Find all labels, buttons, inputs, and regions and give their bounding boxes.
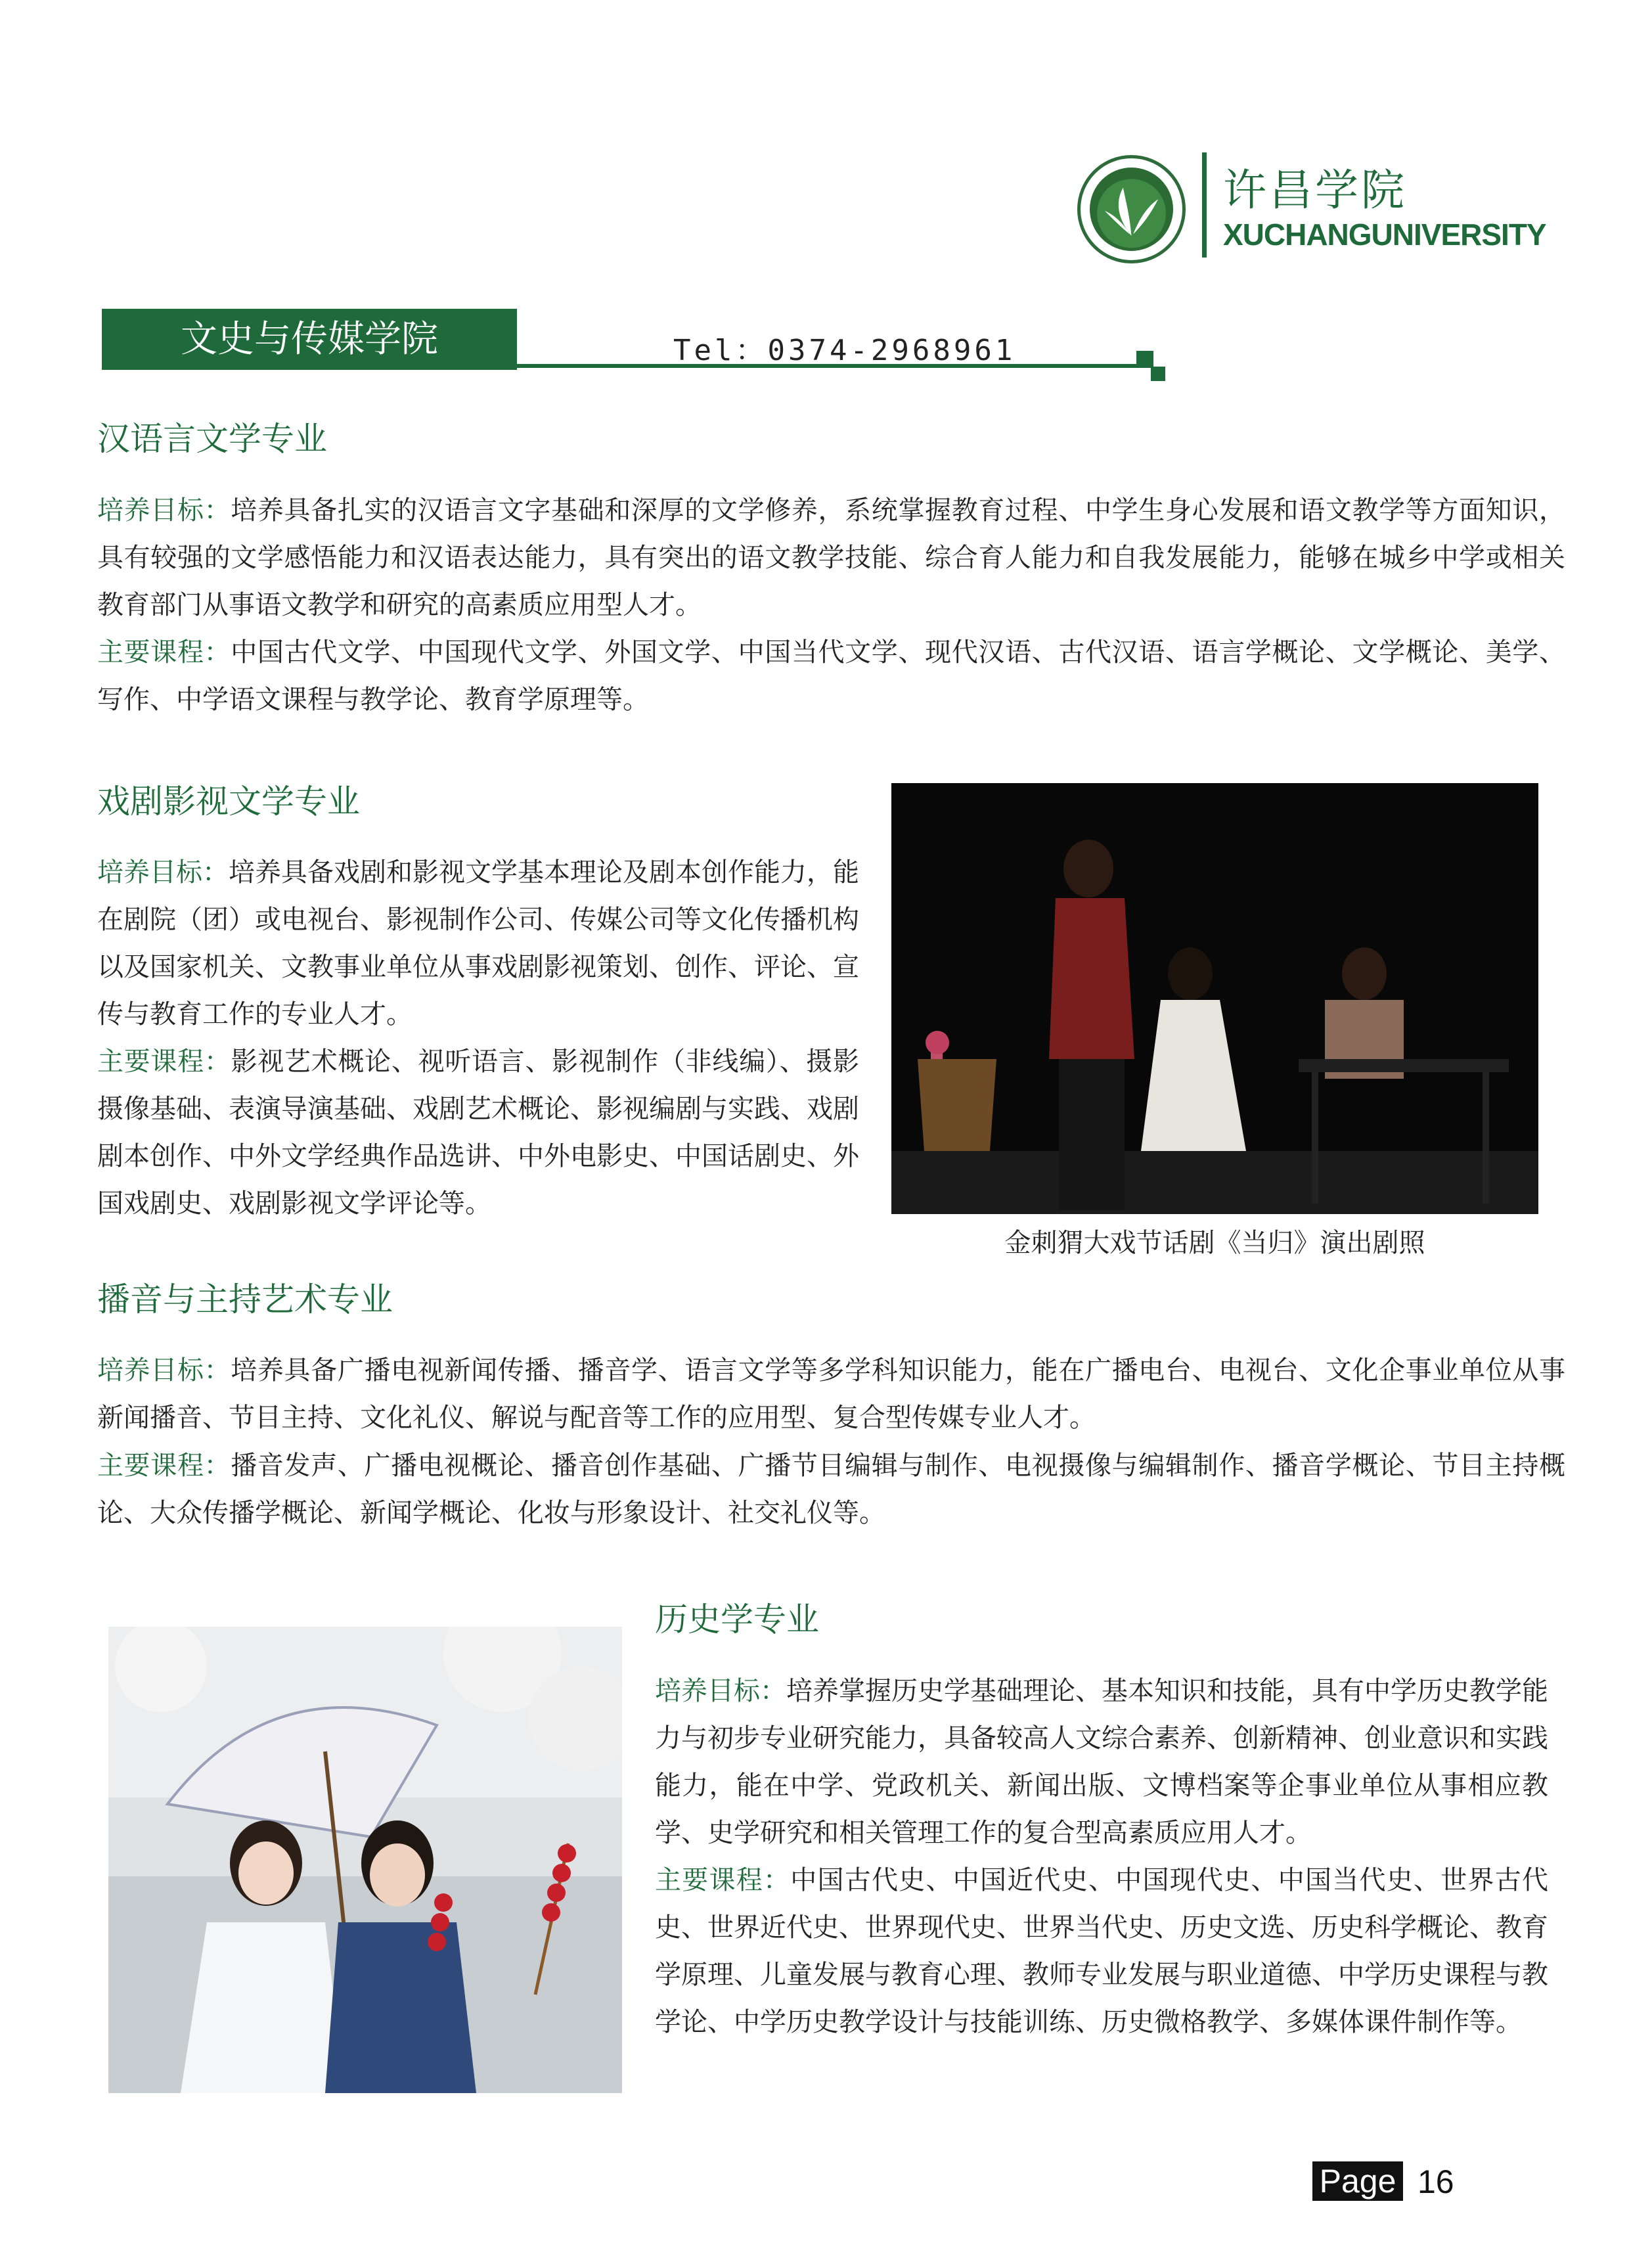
goal-label: 培养目标： xyxy=(97,857,229,888)
decor-square xyxy=(1151,367,1165,381)
goal-text: 培养具备广播电视新闻传播、播音学、语言文学等多学科知识能力，能在广播电台、电视台、文化企事业单位从事新闻播音、节目主持、文化礼仪、解说与配音等工作的应用型、复合型传媒专业人才。 xyxy=(97,1355,1566,1433)
leaf-emblem-icon xyxy=(1090,168,1173,251)
courses-label: 主要课程： xyxy=(97,1451,231,1481)
courses-label: 主要课程： xyxy=(97,637,231,667)
hanfu-students-photo xyxy=(108,1627,622,2093)
goal-label: 培养目标： xyxy=(97,495,231,526)
courses-label: 主要课程： xyxy=(655,1865,791,1895)
university-name-en: XUCHANGUNIVERSITY xyxy=(1223,217,1546,252)
major-goal xyxy=(655,1667,1548,1857)
courses-text: 中国古代文学、中国现代文学、外国文学、中国当代文学、现代汉语、古代汉语、语言学概论、文学概论、美学、写作、中学语文课程与教学论、教育学原理等。 xyxy=(97,637,1566,715)
university-seal-logo xyxy=(1077,155,1186,263)
decor-square xyxy=(1136,351,1153,368)
section-title: 文史与传媒学院 xyxy=(181,318,438,361)
goal-text: 培养掌握历史学基础理论、基本知识和技能，具有中学历史教学能力与初步专业研究能力，具备较高人文综合素养、创新精神、创业意识和实践能力，能在中学、党政机关、新闻出版、文博档案等企事业单位从事相应教学、史学研究和相关管理工作的复合型高素质应用人才。 xyxy=(655,1676,1548,1848)
major-courses xyxy=(97,1442,1565,1537)
photo-caption: 金刺猬大戏节话剧《当归》演出剧照 xyxy=(1004,1228,1425,1258)
major-goal xyxy=(97,487,1565,629)
goal-label: 培养目标： xyxy=(97,1355,231,1386)
major-goal xyxy=(97,849,859,1038)
courses-text: 中国古代史、中国近代史、中国现代史、中国当代史、世界古代史、世界近代史、世界现代史、世界当代史、历史文选、历史科学概论、教育学原理、儿童发展与教育心理、教师专业发展与职业道德、中学历史课程与教学论、中学历史教学设计与技能训练、历史微格教学、多媒体课件制作等。 xyxy=(655,1865,1548,2037)
major-courses xyxy=(655,1857,1548,2046)
major-title: 播音与主持艺术专业 xyxy=(97,1280,393,1319)
goal-label: 培养目标： xyxy=(655,1676,786,1706)
major-title: 汉语言文学专业 xyxy=(97,420,327,458)
page-label: Page xyxy=(1312,2161,1403,2201)
page-number: 16 xyxy=(1418,2163,1454,2200)
courses-text: 影视艺术概论、视听语言、影视制作（非线编）、摄影摄像基础、表演导演基础、戏剧艺术概论、影视编剧与实践、戏剧剧本创作、中外文学经典作品选讲、中外电影史、中国话剧史、外国戏剧史、戏剧影视文学评论等。 xyxy=(97,1047,860,1219)
courses-label: 主要课程： xyxy=(97,1047,231,1077)
logo-separator xyxy=(1202,152,1207,258)
seal-inner xyxy=(1090,168,1173,251)
major-title: 历史学专业 xyxy=(655,1600,819,1638)
umbrella-scene-illustration xyxy=(108,1627,622,2093)
contact-tel: Tel：0374-2968961 xyxy=(673,334,1016,367)
major-courses xyxy=(97,1038,859,1227)
major-goal xyxy=(97,1347,1565,1441)
major-title: 戏剧影视文学专业 xyxy=(97,782,360,821)
university-name-cn: 许昌学院 xyxy=(1223,165,1407,215)
major-courses xyxy=(97,629,1565,723)
courses-text: 播音发声、广播电视概论、播音创作基础、广播节目编辑与制作、电视摄像与编辑制作、播音学概论、节目主持概论、大众传播学概论、新闻学概论、化妆与形象设计、社交礼仪等。 xyxy=(97,1451,1566,1528)
stage-scene-illustration xyxy=(891,783,1538,1214)
goal-text: 培养具备扎实的汉语言文字基础和深厚的文学修养，系统掌握教育过程、中学生身心发展和语文教学等方面知识，具有较强的文学感悟能力和汉语表达能力，具有突出的语文教学技能、综合育人能力和自我发展能力，能够在城乡中学或相关教育部门从事语文教学和研究的高素质应用型人才。 xyxy=(97,495,1566,620)
drama-stage-photo xyxy=(891,783,1538,1214)
goal-text: 培养具备戏剧和影视文学基本理论及剧本创作能力，能在剧院（团）或电视台、影视制作公司、传媒公司等文化传播机构以及国家机关、文教事业单位从事戏剧影视策划、创作、评论、宣传与教育工作的专业人才。 xyxy=(97,857,859,1029)
